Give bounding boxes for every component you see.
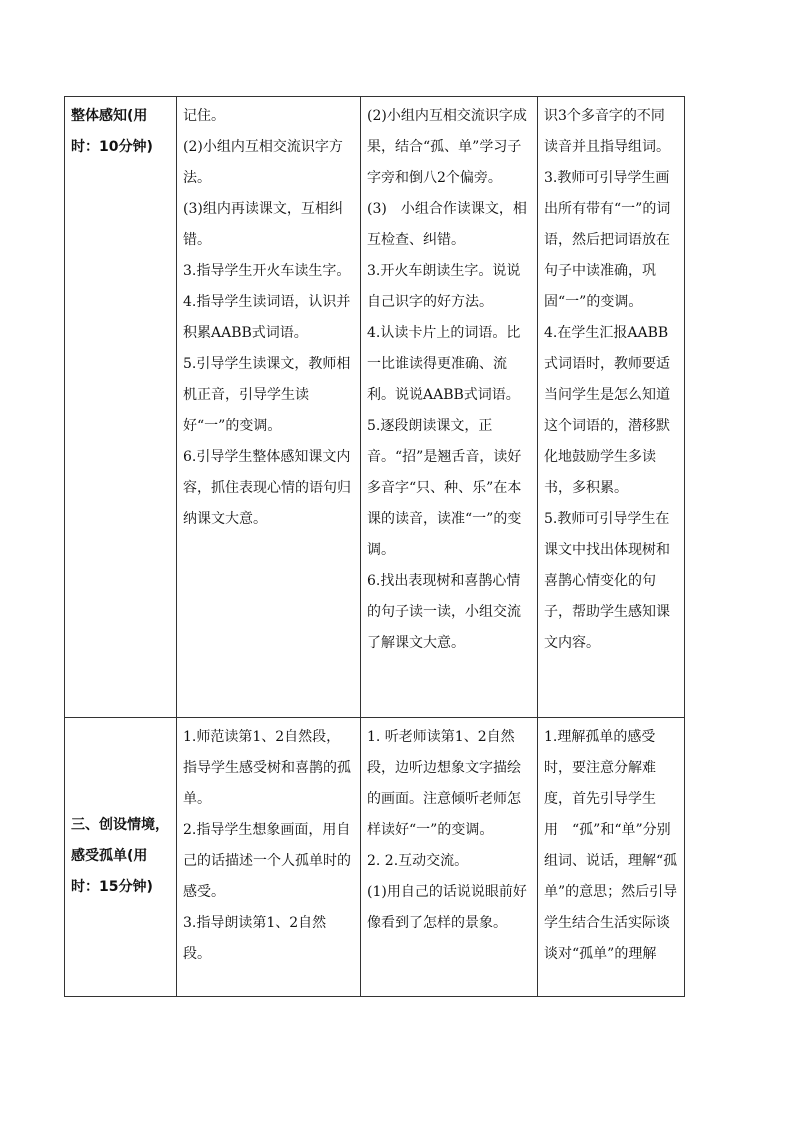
student-line: 5.逐段朗读课文，正音。“招”是翘舌音，读好多音字“只、种、乐”在本课的读音，读准“一”的变调。 [367,418,522,558]
teacher-line: 记住。 [183,108,225,124]
notes-line: 4.在学生汇报AABB式词语时，教师要适当问学生是怎么知道这个词语的，潜移默化地鼓励学生多读书，多积累。 [544,325,670,496]
teacher-line: (2)小组内互相交流识字方法。 [183,139,343,186]
stage-cell [65,97,177,718]
notes-line: 识3个多音字的不同读音并且指导组词。 [544,108,670,155]
student-activity-cell [361,97,538,718]
teacher-line: 6.引导学生整体感知课文内容，抓住表现心情的语句归纳课文大意。 [183,449,351,527]
design-notes-cell [538,718,685,997]
stage-cell [65,718,177,997]
student-line: 6.找出表现树和喜鹊心情的句子读一读，小组交流了解课文大意。 [367,573,521,651]
student-line: (3) 小组合作读课文，相互检查、纠错。 [367,201,527,248]
student-line: (1)用自己的话说说眼前好像看到了怎样的景象。 [367,884,527,931]
student-line: 3.开火车朗读生字。说说自己识字的好方法。 [367,263,521,310]
notes-line: 3.教师可引导学生画出所有带有“一”的词语，然后把词语放在句子中读准确，巩固“一”的变调。 [544,170,671,310]
design-notes-cell [538,97,685,718]
stage-label: 三、创设情境，感受孤单(用时：15分钟) [71,816,169,895]
teacher-line: 2.指导学生想象画面，用自己的话描述一个人孤单时的感受。 [183,822,351,900]
teacher-line: 3.指导朗读第1、2自然段。 [183,915,327,962]
student-line: 4.认读卡片上的词语。比一比谁读得更准确、流利。说说AABB式词语。 [367,325,521,403]
lesson-plan-table [64,96,685,997]
table-row [65,97,685,718]
notes-line: 1.理解孤单的感受时，要注意分解难度，首先引导学生用 “孤”和“单”分别组词、说话，理解“孤单”的意思；然后引导学生结合生活实际谈谈对“孤单”的理解 [544,729,678,962]
table-row [65,718,685,997]
teacher-line: 4.指导学生读词语，认识并积累AABB式词语。 [183,294,351,341]
teacher-activity-cell [177,718,361,997]
student-line: 2. 2.互动交流。 [367,853,469,869]
teacher-line: 5.引导学生读课文，教师相机正音，引导学生读好“一”的变调。 [183,356,351,434]
notes-line: 5.教师可引导学生在课文中找出体现树和喜鹊心情变化的句子，帮助学生感知课文内容。 [544,511,670,651]
student-line: 1. 听老师读第1、2自然段，边听边想象文字描绘的画面。注意倾听老师怎样读好“一”的变调。 [367,729,521,838]
stage-label: 整体感知(用时：10分钟) [71,108,153,155]
teacher-line: 3.指导学生开火车读生字。 [183,263,351,279]
teacher-activity-cell [177,97,361,718]
teacher-line: (3)组内再读课文，互相纠错。 [183,201,343,248]
teacher-line: 1.师范读第1、2自然段，指导学生感受树和喜鹊的孤单。 [183,729,351,807]
student-line: (2)小组内互相交流识字成果，结合“孤、单”学习子字旁和倒八2个偏旁。 [367,108,527,186]
student-activity-cell [361,718,538,997]
